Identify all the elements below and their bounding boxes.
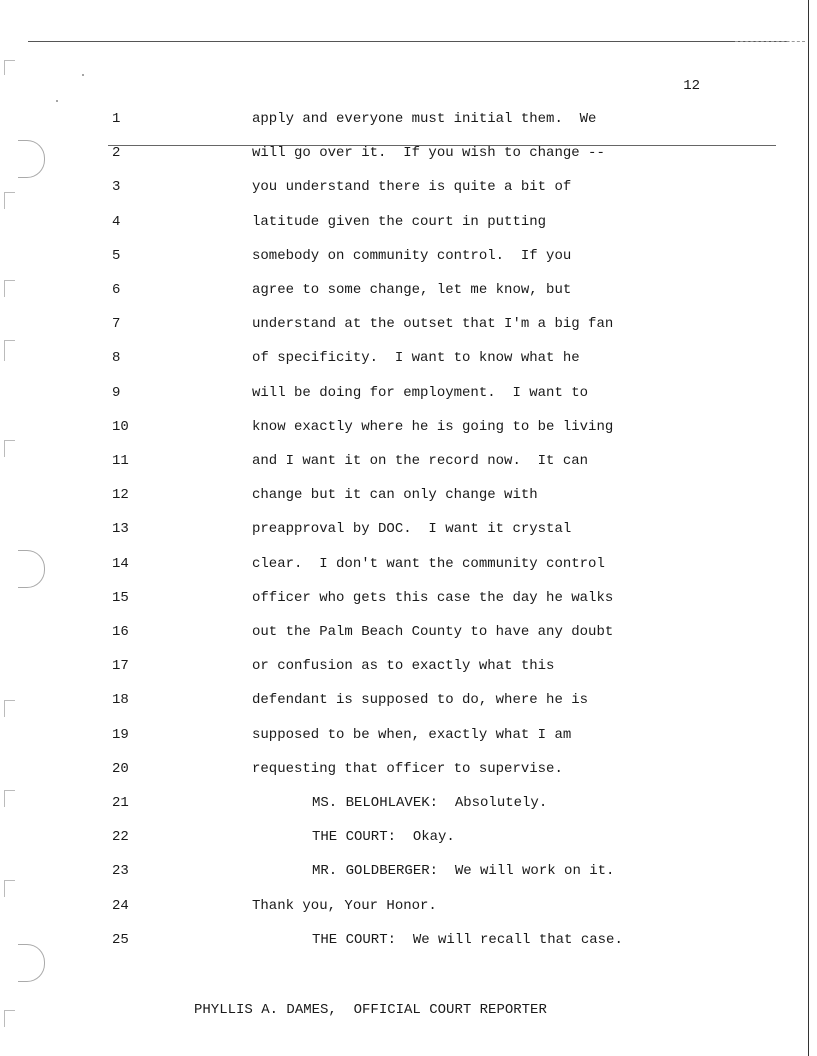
margin-tick xyxy=(4,60,15,75)
margin-tick xyxy=(4,280,15,297)
line-number: 22 xyxy=(112,829,129,846)
line-number: 24 xyxy=(112,897,129,914)
top-border-dash xyxy=(735,41,805,42)
transcript-line-text: know exactly where he is going to be living xyxy=(252,418,614,435)
punch-hole-mark xyxy=(18,944,45,982)
margin-tick xyxy=(4,192,15,209)
line-number: 3 xyxy=(112,179,121,196)
transcript-line-text: will be doing for employment. I want to xyxy=(252,384,589,401)
line-number: 1 xyxy=(112,111,121,127)
line-number: 12 xyxy=(112,487,129,504)
line-number: 6 xyxy=(112,282,121,298)
transcript-line-text: out the Palm Beach County to have any doubt xyxy=(252,624,614,640)
line-number: 2 xyxy=(112,145,121,162)
transcript-line-text: of specificity. I want to know what he xyxy=(252,350,580,367)
transcript-line-text: somebody on community control. If you xyxy=(252,247,572,264)
top-border-rule xyxy=(28,41,788,42)
transcript-line-text: supposed to be when, exactly what I am xyxy=(252,726,572,743)
transcript-line-text: THE COURT: We will recall that case. xyxy=(312,931,623,948)
page-number: 12 xyxy=(683,78,700,94)
transcript-line-text: requesting that officer to supervise. xyxy=(252,760,563,777)
margin-tick xyxy=(4,700,15,717)
transcript-line-text: you understand there is quite a bit of xyxy=(252,179,572,196)
court-reporter-footer: PHYLLIS A. DAMES, OFFICIAL COURT REPORTER xyxy=(194,1002,547,1018)
transcript-line-text: change but it can only change with xyxy=(252,487,538,504)
line-number: 4 xyxy=(112,213,121,230)
transcript-line-text: THE COURT: Okay. xyxy=(312,829,455,846)
transcript-line-text: officer who gets this case the day he walks xyxy=(252,589,614,606)
transcript-line-text: clear. I don't want the community control xyxy=(252,555,605,572)
transcript-line-text: or confusion as to exactly what this xyxy=(252,658,555,675)
line-number: 25 xyxy=(112,931,129,948)
line-number: 21 xyxy=(112,795,129,811)
transcript-line-text: apply and everyone must initial them. We xyxy=(252,111,597,127)
line-number: 10 xyxy=(112,418,129,435)
line-number: 15 xyxy=(112,589,129,606)
transcript-line-text: agree to some change, let me know, but xyxy=(252,282,572,298)
line-number: 13 xyxy=(112,521,129,538)
line-number: 9 xyxy=(112,384,121,401)
transcript-line-text: will go over it. If you wish to change -- xyxy=(252,145,605,162)
transcript-line-text: understand at the outset that I'm a big fan xyxy=(252,316,614,333)
line-number: 19 xyxy=(112,726,129,743)
line-number: 11 xyxy=(112,453,129,469)
line-number: 14 xyxy=(112,555,129,572)
margin-tick xyxy=(4,1010,15,1027)
punch-hole-mark xyxy=(18,550,45,588)
scan-speck xyxy=(56,100,58,102)
line-number: 20 xyxy=(112,760,129,777)
line-number: 7 xyxy=(112,316,121,333)
transcript-line-text: preapproval by DOC. I want it crystal xyxy=(252,521,572,538)
line-number: 18 xyxy=(112,692,129,709)
transcript-line-text: latitude given the court in putting xyxy=(252,213,547,230)
line-number: 17 xyxy=(112,658,129,675)
punch-hole-mark xyxy=(18,140,45,178)
margin-tick xyxy=(4,440,15,457)
line-number: 8 xyxy=(112,350,121,367)
transcript-line-text: defendant is supposed to do, where he is xyxy=(252,692,589,709)
scan-speck xyxy=(82,74,84,76)
margin-tick xyxy=(4,340,15,361)
transcript-line-text: Thank you, Your Honor. xyxy=(252,897,437,914)
margin-tick xyxy=(4,880,15,897)
line-number: 16 xyxy=(112,624,129,640)
transcript-line-text: MS. BELOHLAVEK: Absolutely. xyxy=(312,795,548,811)
right-border-rule xyxy=(808,0,809,1056)
margin-tick xyxy=(4,790,15,807)
line-number: 5 xyxy=(112,247,121,264)
line-number: 23 xyxy=(112,863,129,880)
transcript-line-text: MR. GOLDBERGER: We will work on it. xyxy=(312,863,615,880)
left-margin-marks xyxy=(0,0,28,1056)
transcript-line-text: and I want it on the record now. It can xyxy=(252,453,589,469)
